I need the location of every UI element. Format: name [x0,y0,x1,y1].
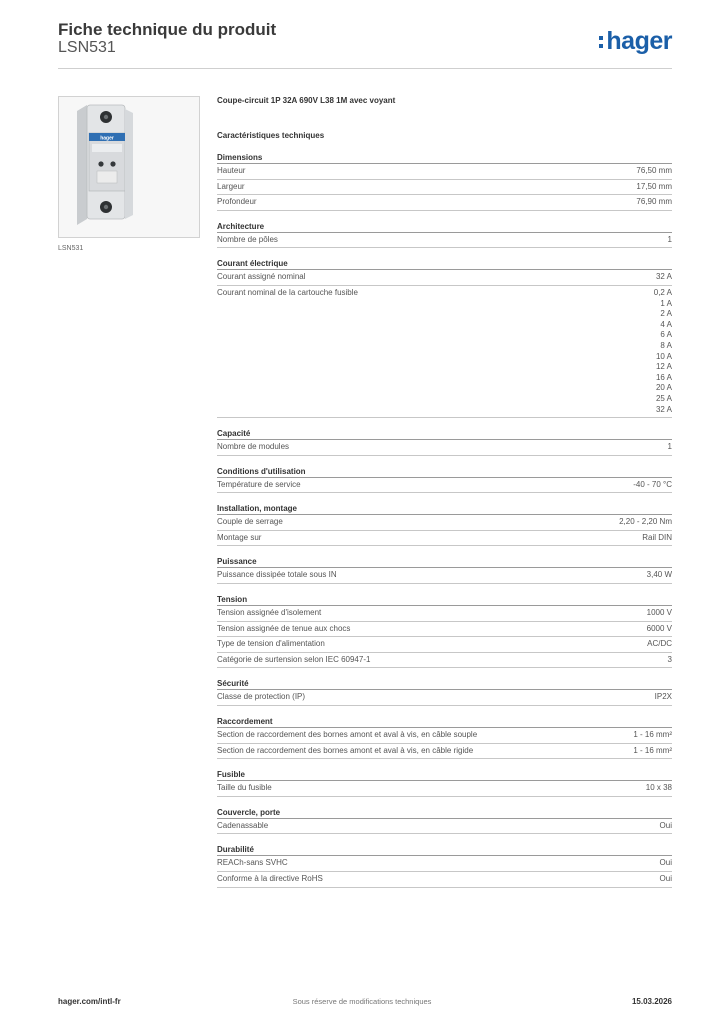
spec-value-item: AC/DC [647,639,672,649]
spec-value-item: 76,50 mm [636,166,672,175]
spec-value-item: Oui [659,874,672,883]
spec-section [217,428,672,456]
footer-website: hager.com/intl-fr [58,997,121,1006]
spec-value [647,624,672,635]
spec-value-item: Oui [659,820,672,830]
spec-value-item: IP2X [654,692,672,702]
spec-row [217,440,672,456]
page-title: Fiche technique du produit [58,20,277,39]
spec-section [217,769,672,797]
header-divider [58,68,672,69]
spec-value [668,235,672,246]
spec-value [633,730,672,741]
spec-value-item: 16 A [655,372,672,382]
spec-value-item: 4 A [660,319,672,329]
spec-value [668,442,672,453]
spec-row [217,819,672,835]
spec-section [217,678,672,706]
spec-value [636,197,672,208]
product-description: Coupe-circuit 1P 32A 690V L38 1M avec voyant [217,96,396,105]
spec-label: Nombre de pôles [217,234,278,244]
spec-label: Puissance dissipée totale sous IN [217,570,337,580]
spec-value [647,608,672,619]
spec-label: Couple de serrage [217,517,283,527]
spec-row [217,195,672,211]
spec-value-item: 2,20 - 2,20 Nm [619,517,672,527]
footer-disclaimer: Sous réserve de modifications techniques [292,997,432,1006]
spec-value-item: 10 x 38 [645,783,672,793]
spec-label: Catégorie de surtension selon IEC 60947-1 [217,654,371,664]
spec-label: Type de tension d'alimentation [217,639,325,649]
spec-value [647,639,672,650]
spec-value [656,272,672,283]
spec-value [633,480,672,491]
logo-dots-icon [599,31,603,49]
spec-row [217,515,672,531]
spec-label: Courant assigné nominal [217,272,306,282]
technical-characteristics-title: Caractéristiques techniques [217,131,325,140]
spec-label: Section de raccordement des bornes amont et aval à vis, en câble rigide [217,745,474,755]
spec-label: Nombre de modules [217,442,290,452]
fuse-holder-illustration [59,97,199,237]
spec-value-item: 25 A [655,393,672,403]
spec-section [217,258,672,418]
section-title: Puissance [217,556,672,568]
spec-content [217,96,672,888]
spec-label: Montage sur [217,532,262,542]
spec-label: Largeur [217,181,245,191]
section-title: Courant électrique [217,258,672,270]
section-title: Conditions d'utilisation [217,466,672,478]
spec-label: Profondeur [217,197,257,207]
spec-value-item: 1 [667,234,672,244]
spec-value-item: 1 A [660,298,672,308]
spec-row [217,744,672,760]
spec-value-item: 1 - 16 mm² [633,745,672,755]
spec-sections [217,152,672,888]
spec-section [217,594,672,668]
spec-value-item: -40 - 70 °C [633,479,672,489]
spec-section [217,844,672,887]
spec-value-item: 12 A [655,362,672,372]
spec-row [217,286,672,418]
spec-value [633,746,672,757]
spec-value-item: Oui [659,858,672,868]
spec-row [217,478,672,494]
spec-section [217,556,672,584]
spec-value-item: 20 A [655,383,672,393]
section-title: Installation, montage [217,503,672,515]
section-title: Durabilité [217,844,672,856]
spec-value-item: 10 A [655,351,672,361]
spec-label: Cadenassable [217,820,269,830]
spec-value-item: 3,40 W [646,570,672,580]
spec-row [217,531,672,547]
image-caption: LSN531 [58,245,84,252]
logo-text: hager [606,27,672,55]
spec-value [654,288,672,415]
section-title: Fusible [217,769,672,781]
spec-label: Taille du fusible [217,783,272,793]
spec-row [217,164,672,180]
section-title: Architecture [217,221,672,233]
spec-label: Section de raccordement des bornes amont et aval à vis, en câble souple [217,730,478,740]
spec-value-item: 32 A [655,272,672,282]
spec-row [217,781,672,797]
spec-row [217,180,672,196]
spec-section [217,503,672,546]
product-label: hager [100,135,114,142]
spec-value [646,783,672,794]
spec-value-item: 32 A [655,404,672,414]
section-title: Capacité [217,428,672,440]
spec-label: REACh-sans SVHC [217,858,288,868]
spec-value [655,692,672,703]
spec-row [217,653,672,669]
spec-row [217,233,672,249]
product-image [58,96,200,238]
section-title: Dimensions [217,152,672,164]
spec-row [217,622,672,638]
section-title: Tension [217,594,672,606]
spec-value [660,874,672,885]
spec-section [217,152,672,211]
spec-label: Classe de protection (IP) [217,692,306,702]
spec-value-item: 76,90 mm [636,197,672,207]
spec-value-item: 1000 V [646,608,672,618]
spec-value-item: 0,2 A [653,287,672,297]
spec-value [619,517,672,528]
spec-section [217,466,672,494]
spec-row [217,872,672,888]
section-title: Sécurité [217,678,672,690]
spec-value [647,570,672,581]
spec-row [217,728,672,744]
spec-section [217,807,672,835]
spec-row [217,606,672,622]
spec-value-item: 17,50 mm [636,181,672,191]
spec-value-item: 3 [667,654,672,664]
spec-value-item: Rail DIN [642,532,672,542]
section-title: Couvercle, porte [217,807,672,819]
spec-row [217,568,672,584]
spec-value [636,182,672,193]
spec-row [217,690,672,706]
spec-value [660,821,672,832]
section-title: Raccordement [217,716,672,728]
spec-value-item: 6000 V [646,623,672,633]
spec-value [668,655,672,666]
spec-section [217,716,672,759]
spec-value [636,166,672,177]
product-reference: LSN531 [58,39,116,56]
spec-value-item: 2 A [660,309,672,319]
spec-value-item: 8 A [660,340,672,350]
spec-value-item: 1 - 16 mm² [633,730,672,740]
spec-label: Tension assignée d'isolement [217,608,322,618]
spec-value-item: 6 A [660,330,672,340]
spec-label: Hauteur [217,166,246,175]
footer-date: 15.03.2026 [631,997,672,1006]
spec-row [217,637,672,653]
spec-label: Température de service [217,479,301,489]
hager-logo [599,27,672,56]
spec-label: Tension assignée de tenue aux chocs [217,623,351,633]
spec-row [217,856,672,872]
spec-row [217,270,672,286]
spec-label: Conforme à la directive RoHS [217,874,323,883]
spec-value [660,858,672,869]
spec-value-item: 1 [667,442,672,452]
spec-label: Courant nominal de la cartouche fusible [217,287,358,297]
spec-section [217,221,672,249]
spec-value [642,533,672,544]
